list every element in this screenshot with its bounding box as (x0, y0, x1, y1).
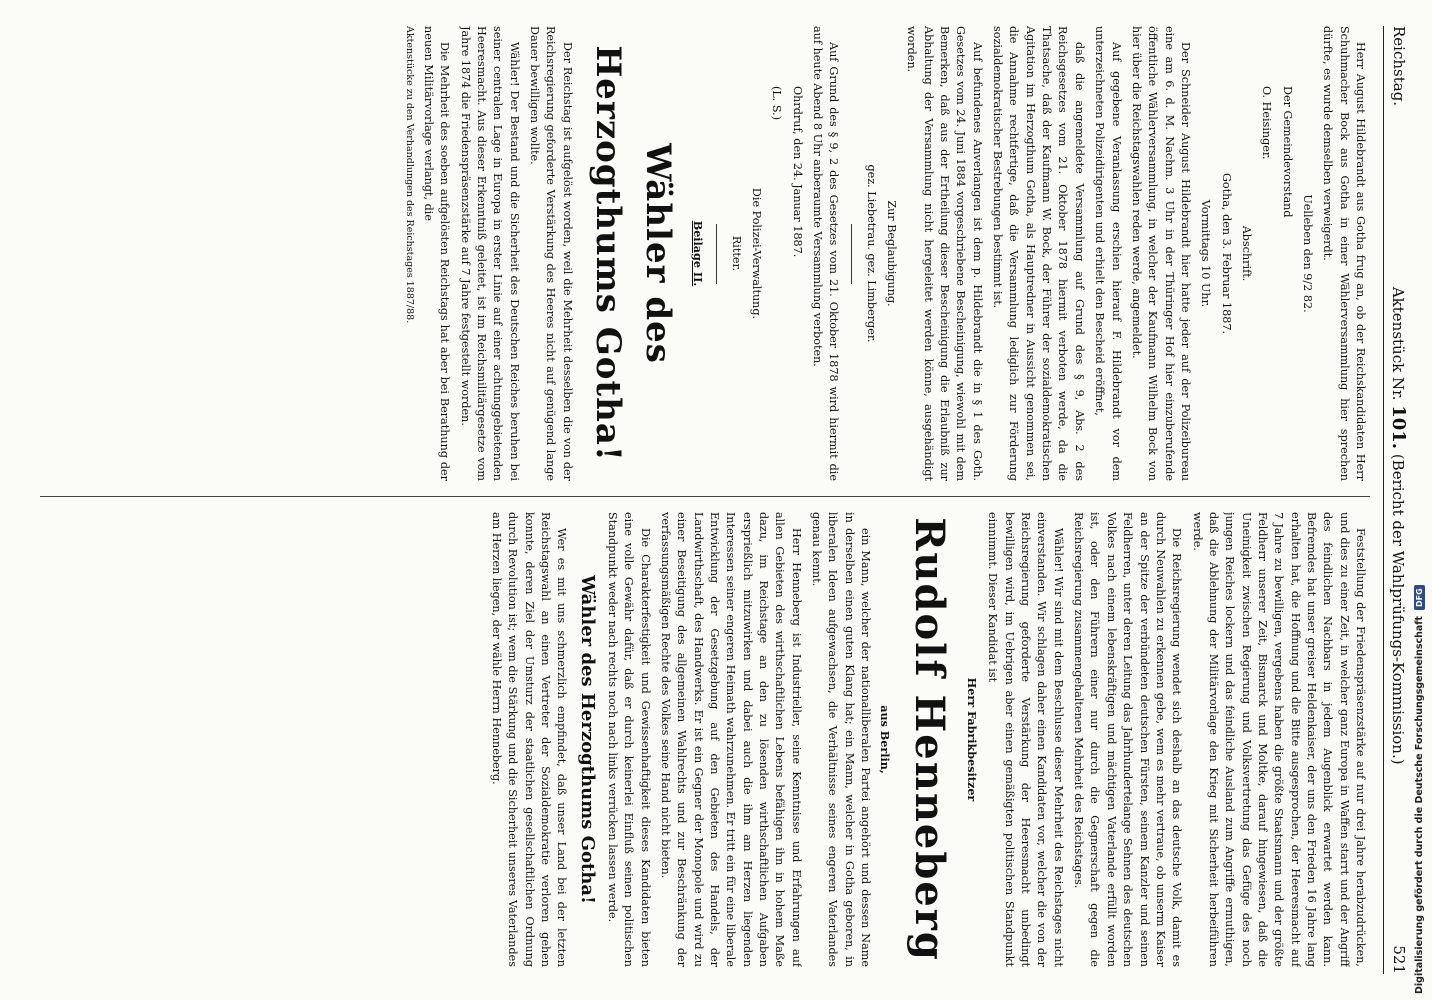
divider (851, 224, 852, 284)
digitization-note (1410, 14, 1428, 994)
candidate-origin: aus Berlin, (878, 705, 893, 774)
paragraph: Die Reichsregierung wendet sich deshalb an das deutsche Volk, damit es durch Neuwahlen zu erkennen gebe, wem es mehr vertraue, ob unserm Kaiser an der Spitze der verbündeten deutschen Fürsten, seinem Kanzler und seinen Feldherren, unter deren Leitung das Jahrhundertelange Sehnen des deutschen Volkes nach einem lebenskräftigen und mächtigen Vaterlande erfüllt worden ist, oder den Führern einer nur durch die Gegnerschaft gegen die Reichsregierung zusammengehaltenen Mehrheit des Reichstages. (1072, 512, 1184, 967)
header-number: 101. (1388, 405, 1410, 450)
signature-name: Ritter. (729, 235, 743, 272)
headline: Wähler des Herzogthums Gotha! (588, 45, 678, 462)
paragraph: Auf Grund des § 9, 2 des Gesetzes vom 21. Oktober 1878 wird hiermit die auf heute Abend 8 Uhr anberaumte Versammlung verboten. (811, 26, 841, 481)
paragraph: daß die angemeldete Versammlung auf Grund des § 9, Abs. 2 des Reichsgesetzes vom 21. Oktober 1878 hiermit verboten werde, da die Thatsache, daß der Kaufmann W. Bock, der Führer der sozialdemokratischen Agitation im Herzogthum Gotha, als Hauptredner in Aussicht genommen sei, die Annahme rechtfertige, daß die Versammlung lediglich zur Förderung sozialdemokratischer Bestrebungen bestimmt ist. (991, 26, 1086, 481)
date-line: Gotha, den 3. Februar 1887. (1219, 172, 1233, 335)
column-divider (40, 496, 1370, 497)
header-mid-suffix: (Bericht der Wahlprüfungs-Kommission.) (1389, 453, 1408, 765)
header-left: Reichstag. (1390, 26, 1408, 107)
footnote: Aktenstücke zu den Verhandlungen des Reichstages 1887/88. (403, 26, 415, 324)
paragraph: Auf befundenes Anverlangen ist dem p. Hildebrandt die in § 1 des Goth. Gesetzes vom 24. Juni 1884 vorgeschriebene Bescheinigung, wiewohl mit dem Bemerken, daß aus der Ertheilung dieser Bescheinigung die Erlaubniß zur Abhaltung der Versammlung nicht hergeleitet werden könne, ausgehändigt worden. (905, 26, 984, 481)
right-column (38, 512, 1368, 967)
left-column (38, 26, 1368, 481)
paragraph: Der Reichstag ist aufgelöst worden, weil die Mehrheit desselben die von der Reichsregierung geforderte Verstärkung des Heeres nicht auf genügend lange Dauer bewilligen wollte. (528, 26, 574, 481)
paragraph: Die Charakterfestigkeit und Gewissenhaftigkeit dieses Kandidaten bieten eine volle Gewähr dafür, daß er durch keinerlei Einfluß seinen politischen Standpunkt weder nach rechts noch nach links verrücken lassen werde. (605, 512, 652, 967)
paragraph: Die Mehrheit des soeben aufgelösten Reichstags hat aber bei Berathung der neuen Militärvorlage verlangt, die (421, 26, 452, 481)
date-line: Ohrdruf, den 24. Januar 1887. (790, 86, 804, 258)
signature-name: O. Heisinger. (1260, 86, 1274, 160)
headline: Wähler des Herzogthums Gotha! (576, 575, 598, 904)
paragraph: Auf gegebene Veranlassung erschien hierauf F. Hildebrandt vor dem unterzeichneten Polizeidirigenten und erhielt den Bescheid eröffnet, (1093, 26, 1123, 481)
seal-mark: (L. S.) (770, 86, 784, 121)
header-title (1389, 287, 1410, 765)
authority-line: Die Polizei-Verwaltung. (750, 187, 763, 320)
header-mid-prefix: Aktenstück Nr. (1389, 286, 1408, 401)
paragraph: Feststellung der Friedenspräsenzstärke auf nur drei Jahre herabzudrücken, und dies zu einer Zeit, in welcher ganz Europa in Waffen starrt und der Angriff des feindlichen Nachbars in jedem Augenblick erwartet werden kann. Befremdes hat unser greiser Heldenkaiser, der uns den Frieden 16 Jahre lang erhalten hat, die Hoffnung und die Bitte ausgesprochen, der Heeresmacht auf 7 Jahre zu bewilligen, vergebens haben die größte Staatsmann und der größte Feldherr unserer Zeit, Bismarck und Moltke, darauf hingewiesen, daß die Uneinigkeit zwischen Regierung und Volksvertretung das Gefüge des noch jungen Reiches lockern und das feindliche Ausland zum Angriffe ermuthigen, daß die Ablehnung der Militärvorlage den Krieg mit Sicherheit herbeiführen werde. (1190, 512, 1367, 967)
candidate-title: Herr Fabrikbesitzer (965, 677, 980, 802)
section-label: Abschrift. (1239, 225, 1253, 282)
paragraph: Wähler! Der Bestand und die Sicherheit des Deutschen Reiches beruhen bei seiner centralen Lage in Europa in erster Linie auf einer achtunggebietenden Heeresmacht. Aus dieser Erkenntniß geleitet, ist im Reichsmilitärgesetze vom Jahre 1874 die Friedenspräsenzstärke auf 7 Jahre festgestellt worden. (458, 26, 521, 481)
time-line: Vormittags 10 Uhr. (1199, 199, 1213, 308)
paragraph: Herr August Hildebrandt aus Gotha frug an, ob der Reichskandidaten Herr Schuhmacher Bock aus Gotha in einer Wählerversammlung hier sprechen dürfte, es wurde demselben verweigerdt. (1321, 26, 1367, 481)
certification-label: Zur Beglaubigung. (885, 200, 899, 307)
candidate-name: Rudolf Henneberg (905, 517, 953, 962)
signature-line: Der Gemeindevorstand (1280, 86, 1294, 218)
paragraph: Wer es mit uns schmerzlich empfindet, daß unser Land bei der letzten Reichstagswahl an einen Vertreter der Sozialdemokratie verloren gehen konnte, deren Ziel der Umsturz der staatlichen gesellschaftlichen Ordnung durch Revolution ist; wem die Stärkung und die Sicherheit unseres Vaterlandes am Herzen liegen, der wähle Herrn Henneberg. (489, 512, 569, 967)
certification-signatures: gez. Liebetrau. gez. Limberger. (864, 164, 878, 343)
date-line: Uelleben den 9/2 82. (1300, 194, 1314, 313)
page-number: 521 (1390, 945, 1408, 974)
digitization-text: Digitalisierung gefördert durch die Deutsche Forschungsgemeinschaft (1413, 616, 1425, 994)
paragraph: Der Schneider August Hildebrandt hier hatte jeder auf der Polizeibureau eine am 6. d. M. Nachm. 3 Uhr in der Thüringer Hof hier einzuberufende öffentliche Wählerversammlung, in welcher der Kaufmann Wilhelm Bock von hier über die Reichstagswahlen reden werde, angemeldet. (1129, 26, 1192, 481)
paragraph: ein Mann, welcher der nationalliberalen Partei angehört und dessen Name in derselben einen guten Klang hat; ein Mann, welcher in Gotha geboren, in liberalen Ideen aufgewachsen, die Verhältnisse seines engeren Vaterlandes genau kennt. (809, 512, 873, 967)
appendix-label: Beilage II. (691, 220, 706, 287)
paragraph: Wähler! Wir sind mit dem Beschlusse dieser Mehrheit des Reichstages nicht einverstanden. Wir schlagen daher einen Kandidaten vor, welcher die von der Reichsregierung geforderte Verstärkung der Heeresmacht unbedingt bewilligen wird, im Uebrigen aber einen gemäßigten politischen Standpunkt einnimmt. Dieser Kandidat ist (986, 512, 1065, 967)
divider (716, 224, 717, 284)
dfg-logo-icon: DFG (1414, 585, 1425, 610)
paragraph: Herr Henneberg ist Industrieller, seine Kenntnisse und Erfahrungen auf allen Gebieten des wirthschaftlichen Lebens befähigen ihn in hohem Maße dazu, im Reichstage an den zu lösenden wirthschaftlichen Aufgaben ersprießlich mitzuwirken und dabei auch die ihm am Herzen liegenden Interessen seiner engeren Heimath wahrzunehmen. Er tritt ein für eine liberale Entwicklung der Gesetzgebung auf den Gebieten des Handels, der Landwirthschaft, des Handwerks. Er ist ein Gegner der Monopole und wird zu einer Beseitigung des allgemeinen Wahlrechts und zur Beschränkung der verfassungsmäßigen Rechte des Volkes seine Hand nicht bieten. (658, 512, 803, 967)
